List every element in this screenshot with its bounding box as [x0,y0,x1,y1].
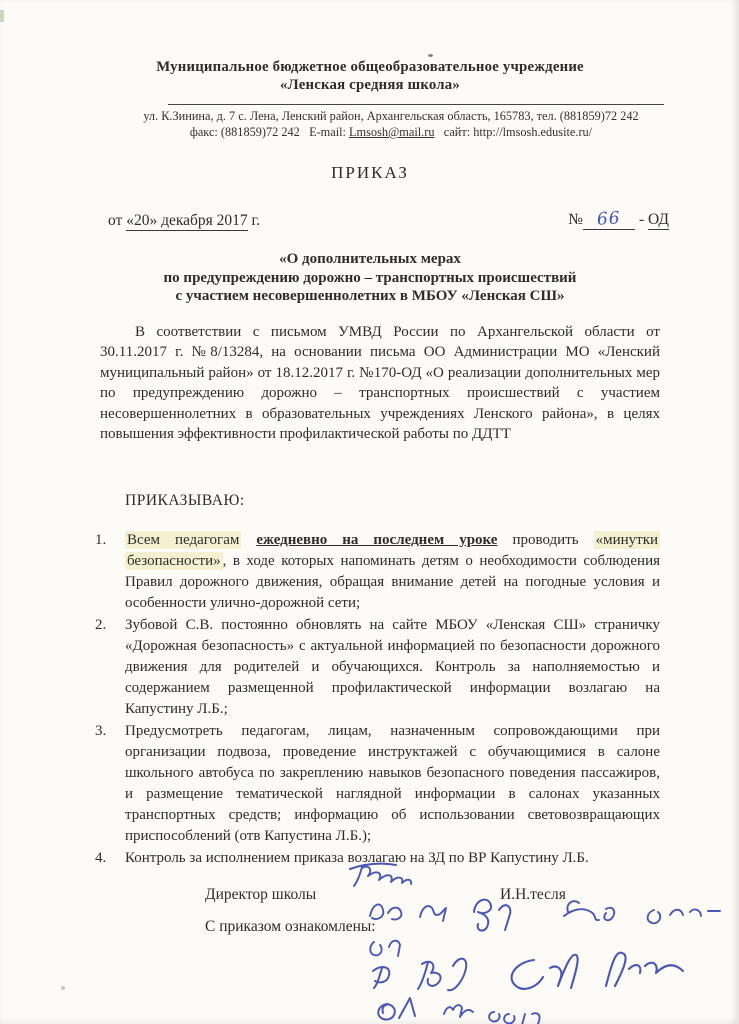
scan-artifact-dot [428,54,433,57]
item-2-text: Зубовой С.В. постоянно обновлять на сайте МБОУ «Ленская СШ» страничку «Дорожная безопасность» с актуальной информацией по безопасности дорожного движения для родителей и обучающихся. Контроль за наполняемостью и содержанием размещенной профилактической информации возлагаю на Капустину Л.Б.; [125,617,660,718]
signature-scribble [512,955,578,989]
highlighted-phrase: «минутки безопасности» [127,532,659,570]
item-3-text: Предусмотреть педагогам, лицам, назначенным сопровождающими при организации подвоза, проведение инструктажей с обучающимися в салоне школьного автобуса по закреплению навыков безопасного поведения пассажиров, и размещение тематической наглядной информации в салонах указанных транспортных средств; информацию об использовании световозвращающих приспособлений (отв Капустина Л.Б.); [125,723,660,845]
signer-name: И.Н.тесля [500,886,566,904]
scan-artifact-green-mark [0,10,4,22]
order-number [568,209,669,230]
address-line: ул. К.Зинина, д. 7 с. Лена, Ленский район, Архангельская область, 165783, тел. (881859)72 242 [143,109,639,123]
letterhead [62,58,678,94]
number-sign: № [568,211,584,228]
contacts-line [110,124,672,140]
order-title-line2: по предупреждению дорожно – транспортных происшествий [163,269,577,286]
date-value: «20» декабря 2017 [126,212,248,229]
item-1-text [125,530,660,614]
email-link: Lmsosh@mail.ru [349,125,435,139]
handwritten-order-number: 66 [596,208,622,230]
item-number: 3. [95,723,107,740]
date-prefix: от [108,212,123,229]
letterhead-divider [168,104,664,105]
item-1-rest: , в ходе которых напоминать детям о необходимости соблюдения Правил дорожного движения, обращая внимание детей на погодные условия и особенности улично-дорожной сети; [125,553,660,612]
bold-underlined-phrase: ежедневно на последнем уроке [256,532,498,549]
site-label: сайт: [443,125,471,139]
signature-scribble [420,906,446,921]
document-type-heading: ПРИКАЗ [331,163,409,182]
date-and-number-row [108,209,669,230]
signer-role: Директор школы [205,886,317,904]
order-title-line3: с участием несовершеннолетних в МБОУ «Ленская СШ» [175,288,565,304]
scan-artifact-speck [61,986,65,990]
signature-scribble [378,998,415,1020]
signature-scribble [606,953,683,986]
acknowledgement-signatures [362,892,734,1024]
item-1-mid: проводить [512,532,594,549]
item-number: 4. [95,850,107,867]
organization-name-line1: Муниципальное бюджетное общеобразовательное учреждение [156,59,584,75]
signature-scribble [564,901,614,920]
list-item [95,721,660,847]
signature-scribble [370,904,401,919]
organization-name-line2: «Ленская средняя школа» [279,77,460,93]
date-suffix: г. [251,212,261,229]
signature-scribble [474,900,510,931]
item-4-text: Контроль за исполнением приказа возлагаю на ЗД по ВР Капустину Л.Б. [125,850,589,867]
signature-scribble [444,1005,473,1017]
order-verb: ПРИКАЗЫВАЮ: [125,492,245,510]
number-blank-line [583,209,635,230]
email-label: E-mail: [309,125,346,139]
list-item [95,530,660,614]
item-number: 2. [95,617,107,634]
number-dash: - [638,211,645,228]
order-preamble: В соответствии с письмом УМВД России по Архангельской области от 30.11.2017 г. №8/13284, на основании письма ОО Администрации МО «Ленский муниципальный район» от 18.12.2017 г. №170-ОД «О реализации дополнительных мер по предупреждению дорожно – транспортных происшествий с участием несовершеннолетних в образовательных учреждениях Ленского района», в целях повышения эффективности профилактической работы по ДДТТ [100,323,660,443]
scan-edge-shadow [729,0,739,1024]
signature-scribble [648,909,720,923]
site-url: http://lmsosh.edusite.ru/ [473,125,593,139]
number-suffix: ОД [648,211,669,228]
order-title-line1: «О дополнительных мерах [279,251,461,267]
order-title [62,250,678,306]
highlighted-phrase: Всем педагогам [127,532,240,549]
fax-text: факс: (881859)72 242 [189,125,300,139]
signature-scribble [418,959,466,991]
signature-scribble [370,941,400,956]
item-number: 1. [95,532,107,549]
list-item [95,615,660,720]
signature-scribble [489,1012,539,1024]
signature-scribble [373,967,389,988]
director-signature [346,860,438,892]
letterhead-contacts [110,108,672,140]
order-items-list [95,530,660,869]
acknowledged-label: С приказом ознакомлены: [205,918,376,936]
order-date [108,212,260,230]
